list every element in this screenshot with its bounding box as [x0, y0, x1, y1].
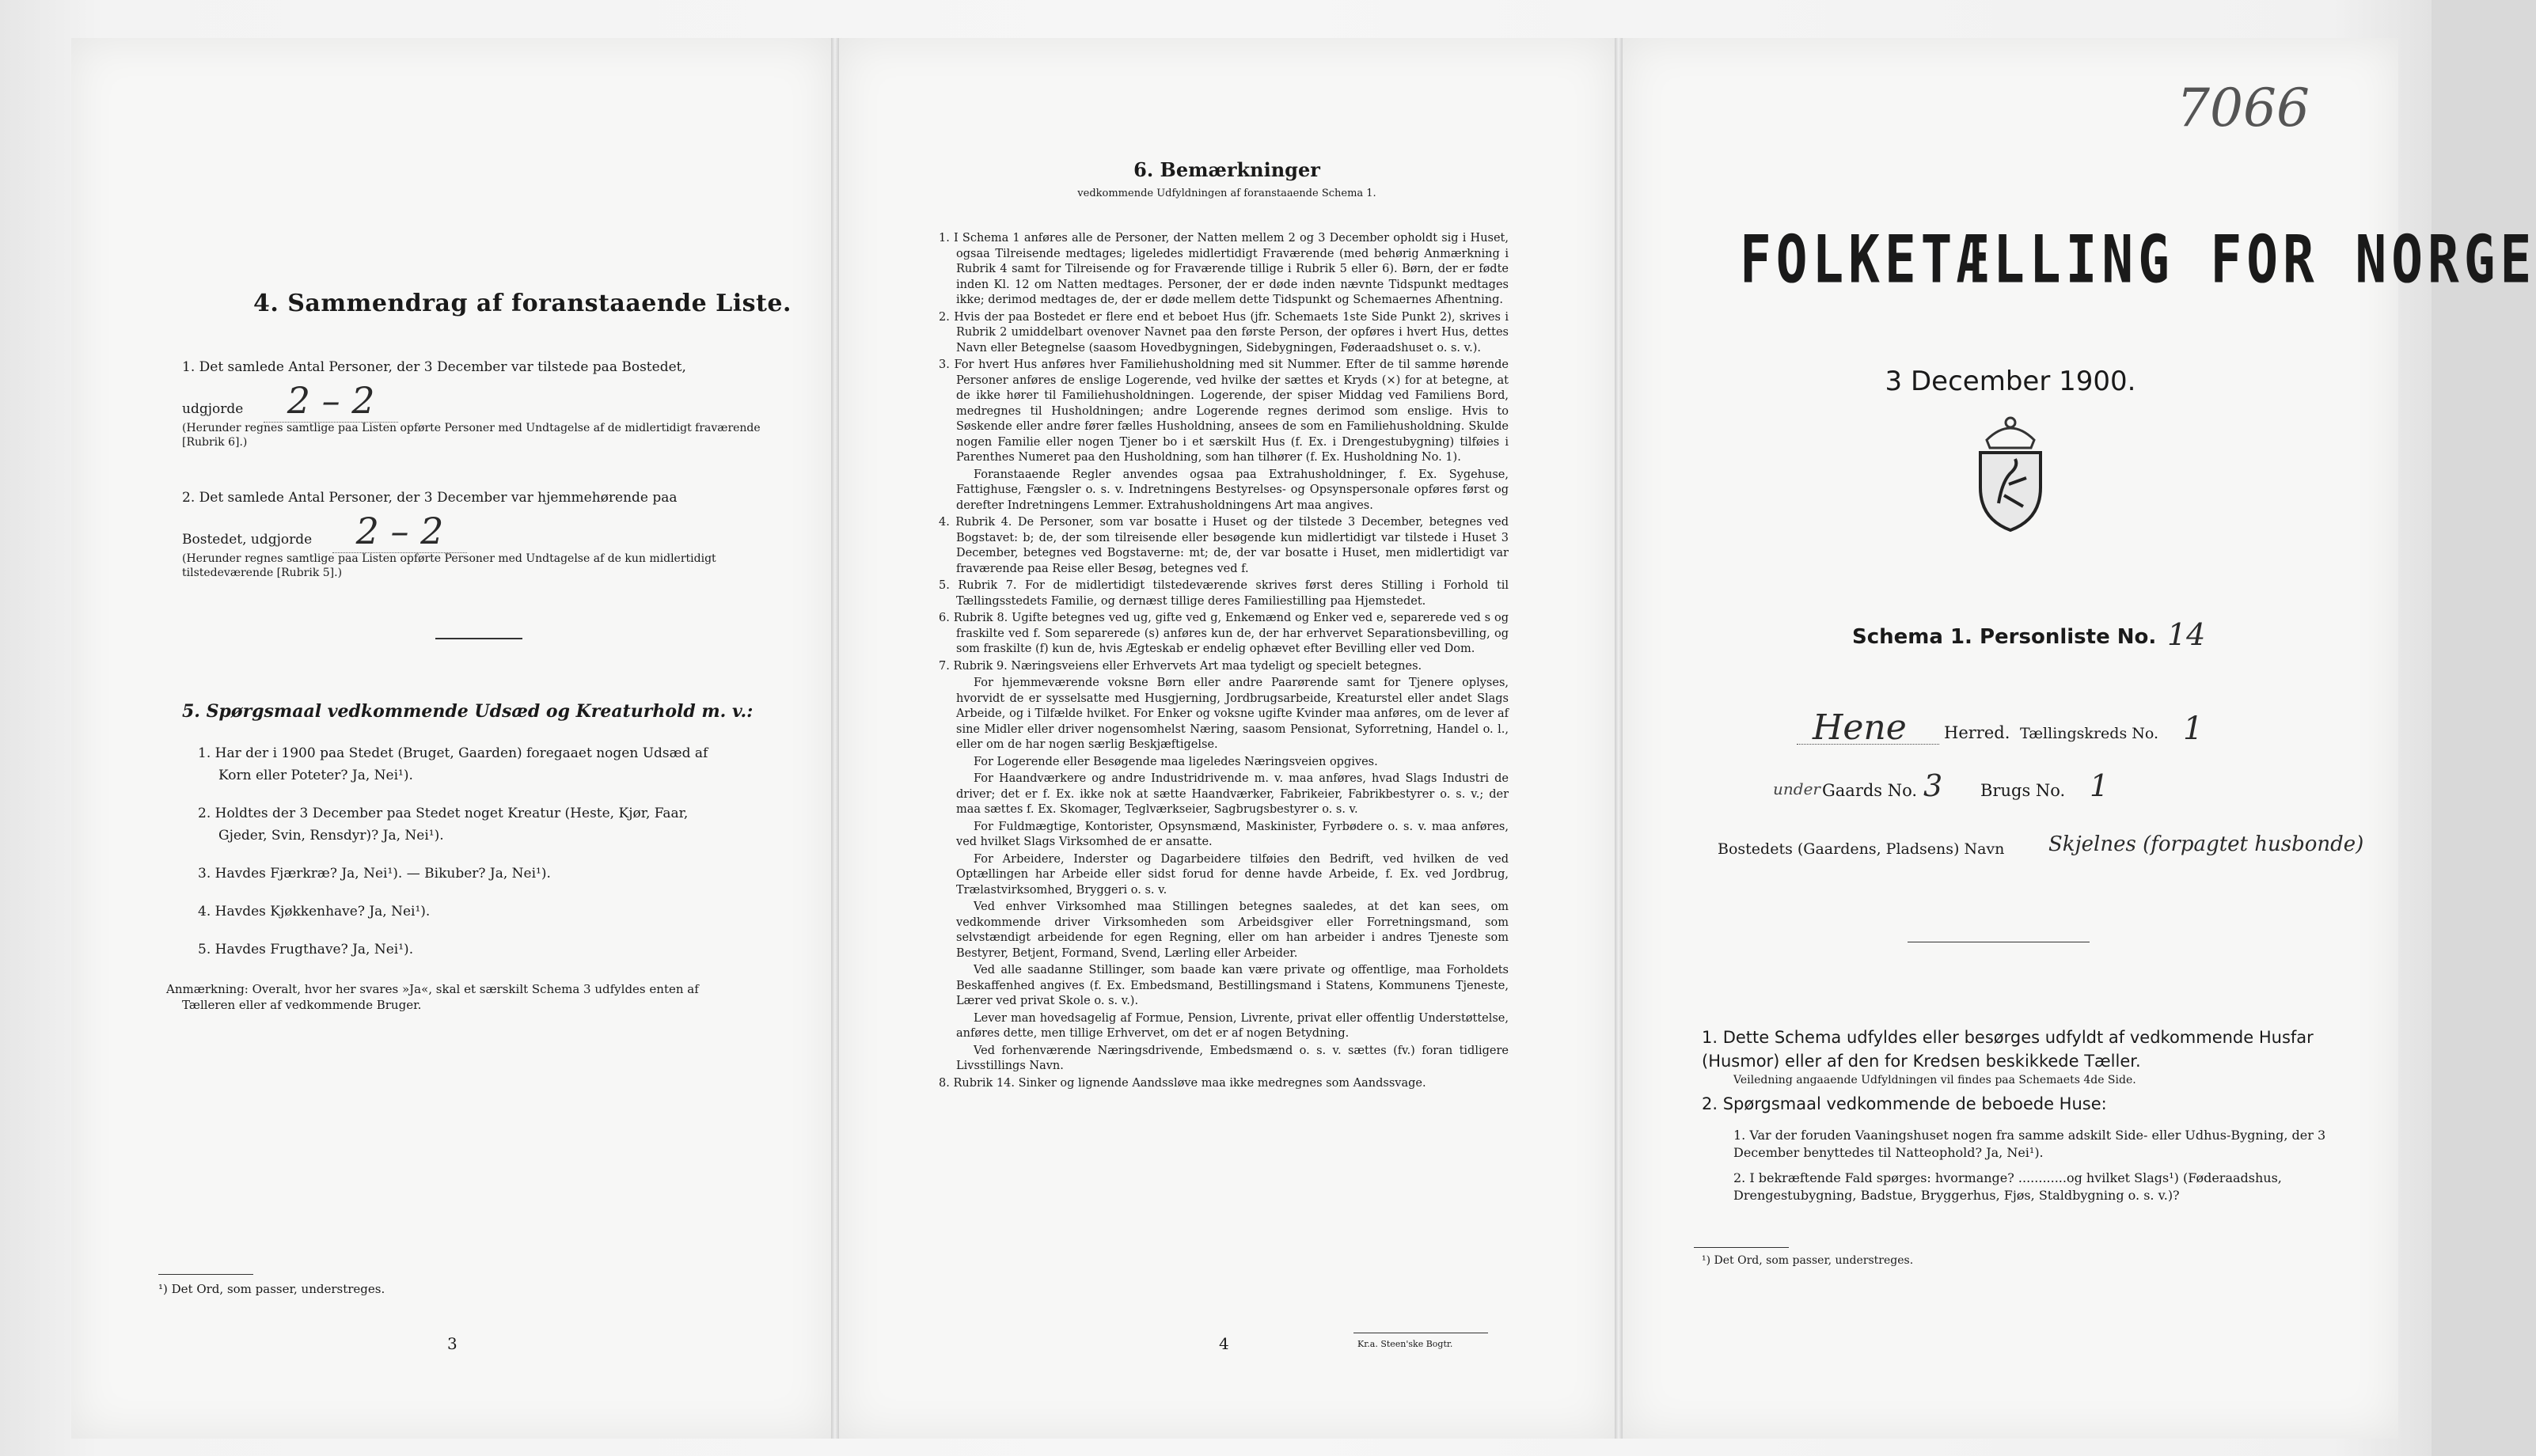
bosted-label: Bostedets (Gaardens, Pladsens) Navn [1718, 840, 2005, 858]
archive-number: 7066 [2177, 78, 2310, 138]
annotation-line-1: Anmærkning: Overalt, hvor her svares »Ja«, skal et særskilt Schema 3 udfyldes enten af [166, 982, 699, 996]
remarks-list [939, 231, 1509, 1093]
herred-line [1718, 707, 2367, 752]
summary-item-2-value: 2 – 2 [332, 510, 468, 553]
instructions [1702, 1026, 2335, 1204]
remark-paragraph: 7. Rubrik 9. Næringsveiens eller Erhvervets Art maa tydeligt og specielt betegnes. [939, 659, 1422, 673]
remarks-subtitle: vedkommende Udfyldningen af foranstaaende Schema 1. [1077, 188, 1376, 199]
brug-label: Brugs No. [1980, 781, 2066, 800]
gaard-line [1773, 768, 2375, 810]
kreds-value: 1 [2183, 711, 2204, 747]
census-date: 3 December 1900. [1885, 366, 2136, 397]
remark-paragraph: 4. Rubrik 4. De Personer, som var bosatte i Huset og der tilstede 3 December, betegnes ved Bogstavet: b; de, der som tilreisende eller besøgende kun midlertidigt var tilstede i Huset 3 December, betegnes ved Bogstaverne: mt; de, der var bosatte i Huset, men midlertidigt var fraværende paa Reise eller Besøg, betegnes ved f. [939, 516, 1509, 575]
page-fold [1615, 38, 1623, 1439]
question-2a: 2. Holdtes der 3 December paa Stedet noget Kreatur (Heste, Kjør, Faar, [198, 806, 689, 821]
summary-item-2-label: Bostedet, udgjorde [182, 532, 313, 548]
footnote: ¹) Det Ord, som passer, understreges. [158, 1282, 385, 1296]
page-number: 4 [1219, 1334, 1229, 1353]
summary-item-1-value: 2 – 2 [264, 379, 399, 423]
instruction-2-2: 2. I bekræftende Fald spørges: hvormange? ............og hvilket Slags¹) (Føderaadshus, Drengestubygning, Badstue, Bryggerhus, Fjøs, Staldbygning o. s. v.)? [1733, 1170, 2282, 1203]
printer-mark: Kr.a. Steen'ske Bogtr. [1357, 1339, 1453, 1349]
remark-paragraph: 3. For hvert Hus anføres hver Familiehusholdning med sit Nummer. Efter de til samme hørende Personer anføres de enslige Logerende, ved hvilke der sættes et Kryds (×) for at betegne, at de ikke hører til Familiehusholdningen. Logerende, der spiser Middag ved Familiens Bord, medregnes til Husholdningen; andre Logerende regnes derimod som enslige. Hvis to Søskende eller andre fører fælles Husholdning, ansees de som en Familiehusholdning. Skulde nogen Familie eller nogen Tjener bo i et særskilt Hus (f. Ex. i Drengestubygning) tilføies i Parenthes Numeret paa den Husholdning, som han tilhører (f. Ex. Husholdning No. 1). [939, 358, 1509, 464]
question-5: 5. Havdes Frugthave? Ja, Nei¹). [198, 942, 414, 957]
summary-item-1-label: udgjorde [182, 401, 244, 417]
gaard-value: 3 [1923, 768, 1943, 803]
herred-label: Herred. [1944, 723, 2010, 742]
summary-item-1 [182, 358, 784, 449]
question-1b: Korn eller Poteter? Ja, Nei¹). [218, 768, 413, 783]
remark-paragraph: 6. Rubrik 8. Ugifte betegnes ved ug, gifte ved g, Enkemænd og Enker ved e, separerede ved s og fraskilte ved f. Som separerede (s) anføres kun de, der har erhvervet Separationsbevilling, og som fraskilte (f) kun de, hvis Ægteskab er endelig ophævet efter Bevilling eller ved Dom. [939, 612, 1509, 655]
question-2b: Gjeder, Svin, Rensdyr)? Ja, Nei¹). [218, 828, 444, 844]
remark-paragraph: 1. I Schema 1 anføres alle de Personer, der Natten mellem 2 og 3 December opholdt sig i Huset, ogsaa Tilreisende medtages; ligeledes midlertidigt Fraværende (med behørig Anmærkning i Rubrik 4 samt for Tilreisende og for Fraværende tillige i Rubrik 5 eller 6). Børn, der er fødte inden Kl. 12 om Natten medtages. Personer, der er døde inden nævnte Tidspunkt medtages ikke; derimod medtages de, der er døde mellem dette Tidspunkt og Schemaernes Afhentning. [939, 232, 1509, 306]
section-4-title: 4. Sammendrag af foranstaaende Liste. [253, 290, 792, 317]
remark-paragraph: Foranstaaende Regler anvendes ogsaa paa Extrahusholdninger, f. Ex. Sygehuse, Fattighuse, Fængsler o. s. v. Indretningens Bestyrelses- og Opsynspersonale opføres først og derefter Indretningens Lemmer. Extrahusholdningens Art maa angives. [956, 468, 1509, 512]
footnote-rule [158, 1274, 253, 1275]
section-5-title: 5. Spørgsmaal vedkommende Udsæd og Kreaturhold m. v.: [182, 701, 754, 722]
herred-value: Hene [1813, 707, 1907, 748]
schema-label: Schema 1. Personliste No. [1852, 625, 2157, 649]
gaard-label: Gaards No. [1822, 781, 1918, 800]
bosted-line [1718, 832, 2398, 869]
brug-value: 1 [2090, 768, 2109, 803]
remark-paragraph: 8. Rubrik 14. Sinker og lignende Aandssløve maa ikke medregnes som Aandssvage. [939, 1076, 1426, 1090]
question-3: 3. Havdes Fjærkræ? Ja, Nei¹). — Bikuber? Ja, Nei¹). [198, 866, 551, 882]
annotation-line-2: Tælleren eller af vedkommende Bruger. [182, 998, 422, 1012]
question-4: 4. Havdes Kjøkkenhave? Ja, Nei¹). [198, 904, 431, 919]
page-1 [1623, 38, 2536, 1439]
summary-item-2 [182, 489, 784, 580]
remark-paragraph: For Haandværkere og andre Industridrivende m. v. maa anføres, hvad Slags Industri de driver; det er f. Ex. ikke nok at sætte Haandværker, Fabrikeier, Fabrikbestyrer o. s. v.; der maa sættes f. Ex. Skomager, Teglværkseier, Sagbrugsbestyrer o. s. v. [956, 772, 1509, 816]
instruction-1: 1. Dette Schema udfyldes eller besørges udfyldt af vedkommende Husfar (Husmor) eller af den for Kredsen beskikkede Tæller. [1702, 1028, 2314, 1071]
page-4 [839, 38, 1615, 1439]
gaard-prefix: under [1773, 779, 1820, 798]
footnote-rule [1694, 1247, 1789, 1248]
remark-paragraph: Ved forhenværende Næringsdrivende, Embedsmænd o. s. v. sættes (fv.) foran tidligere Livsstillings Navn. [956, 1044, 1509, 1072]
questions [198, 742, 799, 961]
remark-paragraph: For hjemmeværende voksne Børn eller andre Paarørende samt for Tjenere oplyses, hvorvidt de er sysselsatte med Husgjerning, Jordbrugsarbeide, Kreaturstel eller andet Slags Arbeide, og i Tilfælde hvilket. For Enker og voksne ugifte Kvinder maa anføres, om de lever af sine Midler eller driver nogensomhelst Næring, saasom Pensionat, Syforretning, Handel o. l., eller om de har nogen særlig Beskjæftigelse. [956, 677, 1509, 751]
kreds-label: Tællingskreds No. [2020, 725, 2158, 742]
instruction-2-1: 1. Var der foruden Vaaningshuset nogen fra samme adskilt Side- eller Udhus-Bygning, der 3 December benyttedes til Natteophold? Ja, Nei¹). [1733, 1128, 2326, 1160]
footnote: ¹) Det Ord, som passer, understreges. [1702, 1254, 1914, 1267]
herred-dotline [1797, 744, 1939, 745]
divider [435, 638, 522, 639]
remark-paragraph: 2. Hvis der paa Bostedet er flere end et beboet Hus (jfr. Schemaets 1ste Side Punkt 2), skrives i Rubrik 2 umiddelbart ovenover Navnet paa den første Person, der opføres i hvert Hus, dettes Navn eller Betegnelse (saasom Hovedbygningen, Sidebygningen, Føderaadshuset o. s. v.). [939, 310, 1509, 355]
remark-paragraph: Ved alle saadanne Stillinger, som baade kan være private og offentlige, maa Forholdets Beskaffenhed angives (f. Ex. Embedsmand, Bestillingsmand i Statens, Kommunens Tjeneste, Lærer ved privat Skole o. s. v.). [956, 964, 1509, 1007]
remark-paragraph: Lever man hovedsagelig af Formue, Pension, Livrente, privat eller offentlig Understøttelse, anføres dette, men tillige Erhvervet, om det er af nogen Betydning. [956, 1011, 1509, 1040]
remark-paragraph: For Logerende eller Besøgende maa ligeledes Næringsveien opgives. [974, 755, 1378, 768]
page-fold [831, 38, 839, 1439]
page-number: 3 [447, 1334, 457, 1353]
page-3 [71, 38, 831, 1439]
coat-of-arms-icon [1963, 408, 2058, 535]
summary-item-2-note: (Herunder regnes samtlige paa Listen opførte Personer med Undtagelse af de kun midlertidigt tilstedeværende [Rubrik 5].) [182, 552, 716, 579]
remarks-title: 6. Bemærkninger [1133, 158, 1320, 181]
instruction-1-note: Veiledning angaaende Udfyldningen vil findes paa Schemaets 4de Side. [1733, 1074, 2136, 1086]
bosted-value: Skjelnes (forpagtet husbonde) [2048, 832, 2364, 856]
summary-item-1-note: (Herunder regnes samtlige paa Listen opførte Personer med Undtagelse af de midlertidigt fraværende [Rubrik 6].) [182, 422, 761, 449]
census-title: FOLKETÆLLING FOR NORGE [1740, 222, 2536, 298]
instruction-2: 2. Spørgsmaal vedkommende de beboede Huse: [1702, 1094, 2107, 1113]
remark-paragraph: For Arbeidere, Inderster og Dagarbeidere tilføies den Bedrift, ved hvilken de ved Optællingen har Arbeide eller sidst forud for denne havde Arbeide, f. Ex. ved Jordbrug, Trælastvirksomhed, Bryggeri o. s. v. [956, 852, 1509, 897]
remark-paragraph: Ved enhver Virksomhed maa Stillingen betegnes saaledes, at det kan sees, om vedkommende driver Virksomheden som Arbeidsgiver eller Forretningsmand, som selvstændigt arbeidende for egen Regning, eller om han arbeider i andres Tjeneste som Bestyrer, Betjent, Formand, Svend, Lærling eller Arbeider. [956, 901, 1509, 960]
summary-item-2-text: 2. Det samlede Antal Personer, der 3 December var hjemmehørende paa [182, 490, 678, 506]
question-1a: 1. Har der i 1900 paa Stedet (Bruget, Gaarden) foregaaet nogen Udsæd af [198, 745, 708, 761]
summary-item-1-text: 1. Det samlede Antal Personer, der 3 December var tilstede paa Bostedet, [182, 359, 686, 375]
annotation [166, 981, 792, 1013]
schema-number: 14 [2167, 617, 2206, 652]
remark-paragraph: For Fuldmægtige, Kontorister, Opsynsmænd, Maskinister, Fyrbødere o. s. v. maa anføres, ved hvilket Slags Virksomhed de er ansatte. [956, 820, 1509, 848]
remark-paragraph: 5. Rubrik 7. For de midlertidigt tilstedeværende skrives først deres Stilling i Forhold til Tællingsstedets Familie, og dernæst tillige deres Familiestilling paa Hjemstedet. [939, 579, 1509, 608]
